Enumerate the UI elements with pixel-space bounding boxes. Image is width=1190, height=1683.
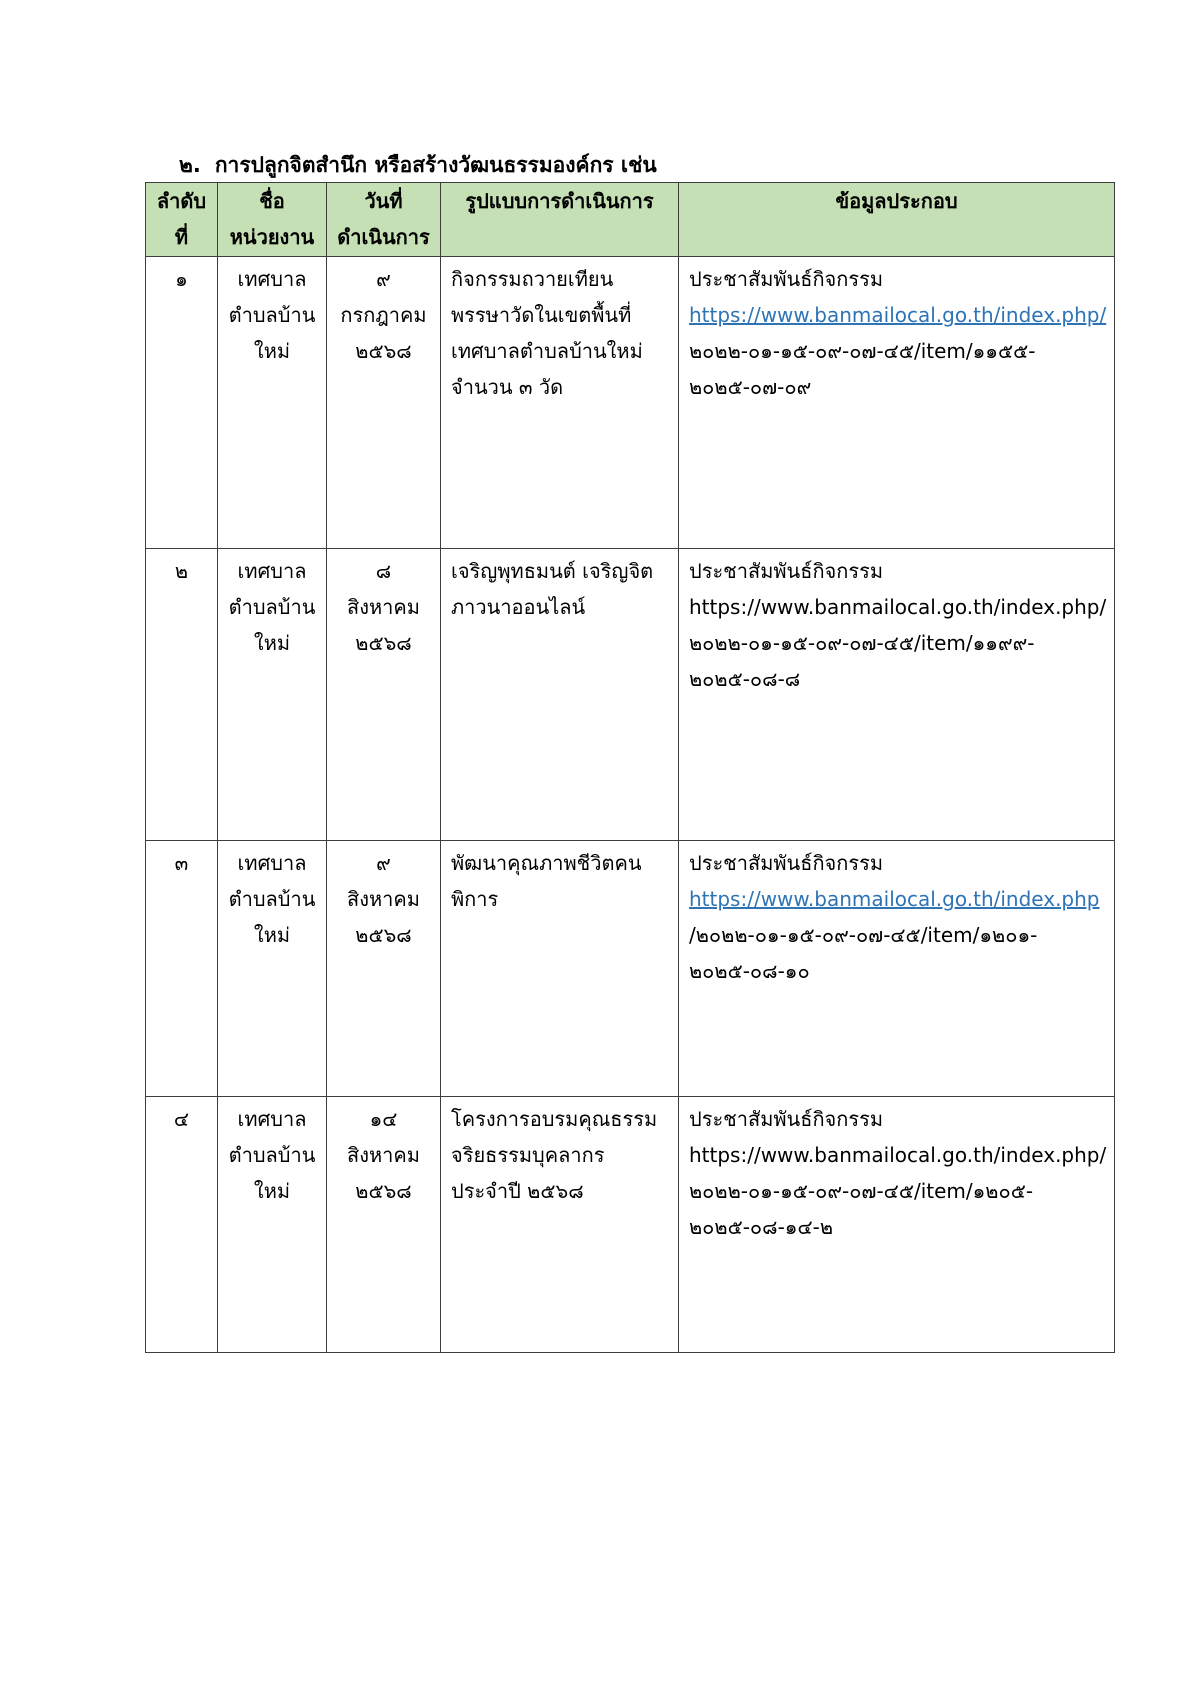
info-label: ประชาสัมพันธ์กิจกรรม [689, 1107, 884, 1131]
table-header-row [146, 183, 1115, 257]
info-cell: ประชาสัมพันธ์กิจกรรม https://www.banmailocal.go.th/index.php/ ๒๐๒๒-๐๑-๑๕-๐๙-๐๗-๔๕/item/๑๒๐๕- ๒๐๒๕-๐๘-๑๔-๒ [679, 1097, 1115, 1353]
activity-link[interactable]: https://www.banmailocal.go.th/index.php [689, 887, 1100, 911]
format-cell: กิจกรรมถวายเทียน พรรษาวัดในเขตพื้นที่ เทศบาลตำบลบ้านใหม่ จำนวน ๓ วัด [441, 257, 679, 549]
activity-link[interactable]: https://www.banmailocal.go.th/index.php/ [689, 303, 1107, 327]
row-number-cell: ๒ [146, 549, 218, 841]
activity-url-text: https://www.banmailocal.go.th/index.php/ [689, 595, 1107, 619]
info-label: ประชาสัมพันธ์กิจกรรม [689, 559, 884, 583]
unit-cell: เทศบาล ตำบลบ้าน ใหม่ [218, 257, 327, 549]
date-cell: ๘ สิงหาคม ๒๕๖๘ [327, 549, 441, 841]
table-row [146, 549, 1115, 841]
section-title: การปลูกจิตสำนึก หรือสร้างวัฒนธรรมองค์กร เช่น [214, 153, 657, 177]
format-cell: พัฒนาคุณภาพชีวิตคน พิการ [441, 841, 679, 1097]
info-cell: ประชาสัมพันธ์กิจกรรม https://www.banmailocal.go.th/index.php/ ๒๐๒๒-๐๑-๑๕-๐๙-๐๗-๔๕/item/๑๑๕๕- ๒๐๒๕-๐๗-๐๙ [679, 257, 1115, 549]
info-label: ประชาสัมพันธ์กิจกรรม [689, 851, 884, 875]
table-row [146, 1097, 1115, 1353]
format-cell: โครงการอบรมคุณธรรม จริยธรรมบุคลากร ประจำปี ๒๕๖๘ [441, 1097, 679, 1353]
table-row [146, 257, 1115, 549]
header-supporting-info: ข้อมูลประกอบ [679, 183, 1115, 257]
header-format: รูปแบบการดำเนินการ [441, 183, 679, 257]
info-cell: ประชาสัมพันธ์กิจกรรม https://www.banmailocal.go.th/index.php/ ๒๐๒๒-๐๑-๑๕-๐๙-๐๗-๔๕/item/๑๑๙๙- ๒๐๒๕-๐๘-๘ [679, 549, 1115, 841]
info-label: ประชาสัมพันธ์กิจกรรม [689, 267, 884, 291]
activity-url-text: https://www.banmailocal.go.th/index.php/ [689, 1143, 1107, 1167]
date-cell: ๑๔ สิงหาคม ๒๕๖๘ [327, 1097, 441, 1353]
unit-cell: เทศบาล ตำบลบ้าน ใหม่ [218, 1097, 327, 1353]
header-unit-name: ชื่อ หน่วยงาน [218, 183, 327, 257]
header-order: ลำดับ ที่ [146, 183, 218, 257]
activities-table [145, 182, 1115, 1353]
row-number-cell: ๓ [146, 841, 218, 1097]
format-cell: เจริญพุทธมนต์ เจริญจิต ภาวนาออนไลน์ [441, 549, 679, 841]
section-number: ๒. [179, 153, 201, 177]
date-cell: ๙ สิงหาคม ๒๕๖๘ [327, 841, 441, 1097]
row-number-cell: ๔ [146, 1097, 218, 1353]
date-cell: ๙ กรกฎาคม ๒๕๖๘ [327, 257, 441, 549]
header-date: วันที่ ดำเนินการ [327, 183, 441, 257]
unit-cell: เทศบาล ตำบลบ้าน ใหม่ [218, 841, 327, 1097]
table-row [146, 841, 1115, 1097]
row-number-cell: ๑ [146, 257, 218, 549]
info-cell: ประชาสัมพันธ์กิจกรรม https://www.banmailocal.go.th/index.php /๒๐๒๒-๐๑-๑๕-๐๙-๐๗-๔๕/item/๑๒๐๑- ๒๐๒๕-๐๘-๑๐ [679, 841, 1115, 1097]
section-heading [179, 148, 657, 182]
unit-cell: เทศบาล ตำบลบ้าน ใหม่ [218, 549, 327, 841]
